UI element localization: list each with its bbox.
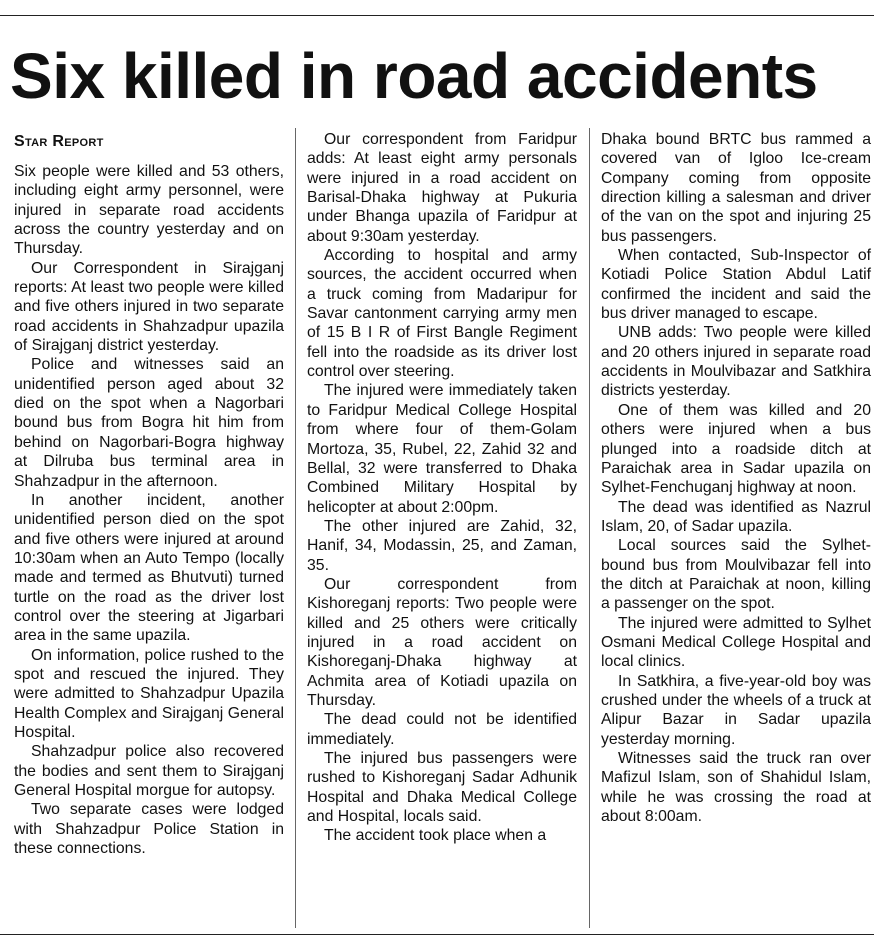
paragraph: Six people were killed and 53 others, including eight army personnel, were injured in separate road accidents across the country yesterday and on Thursday.	[14, 163, 284, 258]
article-column-2	[307, 130, 577, 846]
paragraph: The accident took place when a	[324, 827, 547, 845]
paragraph: Witnesses said the truck ran over Mafizul Islam, son of Shahidul Islam, while he was crossing the road at about 8:00am.	[601, 750, 871, 826]
column-divider	[589, 128, 590, 928]
paragraph: One of them was killed and 20 others were injured when a bus plunged into a roadside ditch at Paraichak area in Sadar upazila on Sylhet-Fenchuganj highway at noon.	[601, 401, 871, 497]
paragraph: Shahzadpur police also recovered the bodies and sent them to Sirajganj General Hospital morgue for autopsy.	[14, 743, 284, 799]
paragraph: Our Correspondent in Sirajganj reports: At least two people were killed and five others injured in two separate road accidents in Shahzadpur upazila of Sirajganj district yesterday.	[14, 259, 284, 355]
paragraph: In another incident, another unidentified person died on the spot and five others were injured at around 10:30am when an Auto Tempo (locally made and termed as Bhutvuti) turned turtle on the road as the driver lost control over the steering at Jigarbari area in the same upazila.	[14, 491, 284, 645]
paragraph: The injured bus passengers were rushed to Kishoreganj Sadar Adhunik Hospital and Dhaka Medical College and Hospital, locals said.	[307, 750, 577, 826]
paragraph: In Satkhira, a five-year-old boy was crushed under the wheels of a truck at Alipur Bazar in Sadar upazila yesterday morning.	[601, 672, 871, 748]
bottom-rule	[0, 934, 874, 935]
byline: Star Report	[14, 133, 104, 150]
paragraph: Dhaka bound BRTC bus rammed a covered van of Igloo Ice-cream Company coming from opposite direction killing a salesman and driver of the van on the spot and injuring 25 bus passengers.	[601, 131, 871, 245]
paragraph: Police and witnesses said an unidentified person aged about 32 died on the spot when a Nagorbari bound bus from Bogra hit him from behind on Nagorbari-Bogra highway at Dilruba bus terminal area in Shahzadpur in the afternoon.	[14, 356, 284, 490]
article-column-3	[601, 130, 871, 826]
paragraph: Local sources said the Sylhet-bound bus from Moulvibazar fell into the ditch at Paraichak at noon, killing a passenger on the spot.	[601, 537, 871, 613]
headline: Six killed in road accidents	[10, 40, 818, 112]
top-rule	[0, 15, 874, 16]
paragraph: Our correspondent from Kishoreganj reports: Two people were killed and 25 others were critically injured in a road accident on Kishoreganj-Dhaka highway at Achmita area of Kotiadi upazila on Thursday.	[307, 575, 577, 709]
paragraph: Two separate cases were lodged with Shahzadpur Police Station in these connections.	[14, 801, 284, 858]
paragraph: The other injured are Zahid, 32, Hanif, 34, Modassin, 25, and Zaman, 35.	[307, 517, 577, 574]
column-divider	[295, 128, 296, 928]
article-column-1	[14, 130, 284, 858]
paragraph: The injured were admitted to Sylhet Osmani Medical College Hospital and local clinics.	[601, 614, 871, 671]
paragraph: The dead could not be identified immediately.	[307, 711, 577, 748]
paragraph: According to hospital and army sources, the accident occurred when a truck coming from Madaripur for Savar cantonment carrying army men of 15 B I R of First Bangle Regiment fell into the roadside as its driver lost control over steering.	[307, 247, 577, 381]
paragraph: The dead was identified as Nazrul Islam, 20, of Sadar upazila.	[601, 498, 871, 535]
paragraph: The injured were immediately taken to Faridpur Medical College Hospital from where four of them-Golam Mortoza, 35, Rubel, 22, Zahid 32 and Bellal, 32 were transferred to Dhaka Combined Military Hospital by helicopter at about 2:00pm.	[307, 382, 577, 516]
paragraph: UNB adds: Two people were killed and 20 others injured in separate road accidents in Moulvibazar and Satkhira districts yesterday.	[601, 324, 871, 400]
paragraph: Our correspondent from Faridpur adds: At least eight army personals were injured in a road accident on Barisal-Dhaka highway at Pukuria under Bhanga upazila of Faridpur at about 9:30am yesterday.	[307, 131, 577, 245]
paragraph: When contacted, Sub-Inspector of Kotiadi Police Station Abdul Latif confirmed the incident and said the bus driver managed to escape.	[601, 247, 871, 323]
paragraph: On information, police rushed to the spot and rescued the injured. They were admitted to Shahzadpur Upazila Health Complex and Sirajganj General Hospital.	[14, 646, 284, 741]
